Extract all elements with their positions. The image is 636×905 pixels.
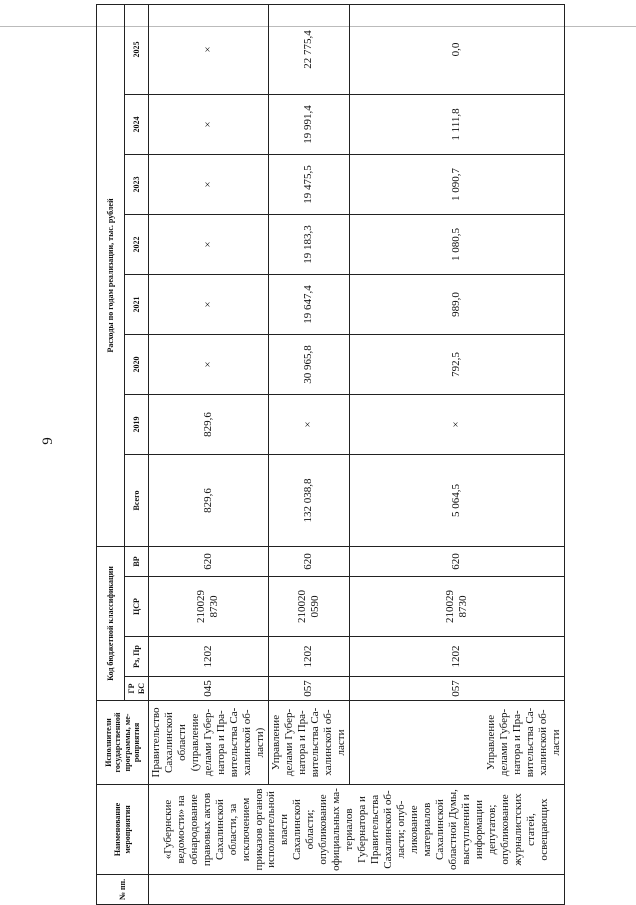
cell-year-2020: × (149, 334, 269, 394)
cell-year-2021: × (149, 274, 269, 334)
cell-name: «Губернские ведомости» на обнародование правовых актов Сахалинской области, за исключением приказов органов исполнительной власти Сахалинской области; опубликование официальных материалов Губернатора и Правительства Сахалинской области; опубликование материалов Сахалинской областной Думы, выступлений и информации депутатов; опубликование журналистских статей, освещающих (149, 785, 565, 875)
table-row (149, 4, 269, 904)
cell-rzpr: 1202 (349, 637, 564, 677)
cell-total: 829,6 (149, 454, 269, 546)
cell-csr: 210029 8730 (149, 577, 269, 637)
cell-year-2023: × (149, 154, 269, 214)
cell-grbs: 057 (349, 677, 564, 701)
cell-csr: 210020 0590 (268, 577, 349, 637)
cell-executor: Правительство Сахалинской области (управление делами Губернатора и Правительства Сахалинской области) (149, 701, 269, 785)
cell-total: 5 064,5 (349, 454, 564, 546)
cell-rzpr: 1202 (268, 637, 349, 677)
header-year-2025: 2025 (125, 4, 149, 94)
cell-year-2022: 19 183,3 (268, 214, 349, 274)
page-number: 9 (40, 437, 56, 445)
header-year-2020: 2020 (125, 334, 149, 394)
header-grbs: ГР БС (125, 677, 149, 701)
cell-year-2024: 19 991,4 (268, 94, 349, 154)
cell-num (149, 875, 565, 905)
cell-year-2021: 989,0 (349, 274, 564, 334)
cell-year-2025: × (149, 4, 269, 94)
cell-csr: 210029 8730 (349, 577, 564, 637)
header-year-2022: 2022 (125, 214, 149, 274)
cell-year-2021: 19 647,4 (268, 274, 349, 334)
cell-executor: Управление делами Губернатора и Правительства Сахалинской области (268, 701, 349, 785)
table-row (349, 4, 564, 904)
cell-vr: 620 (149, 546, 269, 576)
cell-year-2025: 0,0 (349, 4, 564, 94)
budget-table (96, 4, 565, 905)
header-year-2023: 2023 (125, 154, 149, 214)
header-vr: ВР (125, 546, 149, 576)
cell-year-2020: 30 965,8 (268, 334, 349, 394)
header-year-2021: 2021 (125, 274, 149, 334)
cell-total: 132 038,8 (268, 454, 349, 546)
rotated-table-container (96, 30, 562, 905)
cell-year-2025: 22 775,4 (268, 4, 349, 94)
cell-year-2019: × (349, 394, 564, 454)
cell-year-2024: × (149, 94, 269, 154)
header-expenses-group: Расходы по годам реализации, тыс. рублей (97, 4, 125, 546)
header-name: Наименование мероприятия (97, 785, 149, 875)
header-year-2024: 2024 (125, 94, 149, 154)
cell-vr: 620 (349, 546, 564, 576)
cell-year-2023: 1 090,7 (349, 154, 564, 214)
cell-rzpr: 1202 (149, 637, 269, 677)
rotated-sheet (96, 30, 562, 905)
cell-year-2022: 1 080,5 (349, 214, 564, 274)
cell-year-2023: 19 475,5 (268, 154, 349, 214)
cell-year-2019: 829,6 (149, 394, 269, 454)
table-row (268, 4, 349, 904)
header-row-1 (97, 4, 125, 904)
cell-year-2019: × (268, 394, 349, 454)
cell-year-2022: × (149, 214, 269, 274)
header-num: № пп. (97, 875, 149, 905)
header-code-group: Код бюджетной классификации (97, 546, 125, 700)
header-year-2019: 2019 (125, 394, 149, 454)
cell-grbs: 057 (268, 677, 349, 701)
cell-year-2024: 1 111,8 (349, 94, 564, 154)
header-csr: ЦСР (125, 577, 149, 637)
header-total: Всего (125, 454, 149, 546)
cell-executor: Управление делами Губернатора и Правительства Сахалинской области (349, 701, 564, 785)
cell-vr: 620 (268, 546, 349, 576)
cell-grbs: 045 (149, 677, 269, 701)
cell-year-2020: 792,5 (349, 334, 564, 394)
header-executor: Исполнители государственной программы, мероприятия (97, 701, 149, 785)
header-rzpr: Рз, Пр (125, 637, 149, 677)
